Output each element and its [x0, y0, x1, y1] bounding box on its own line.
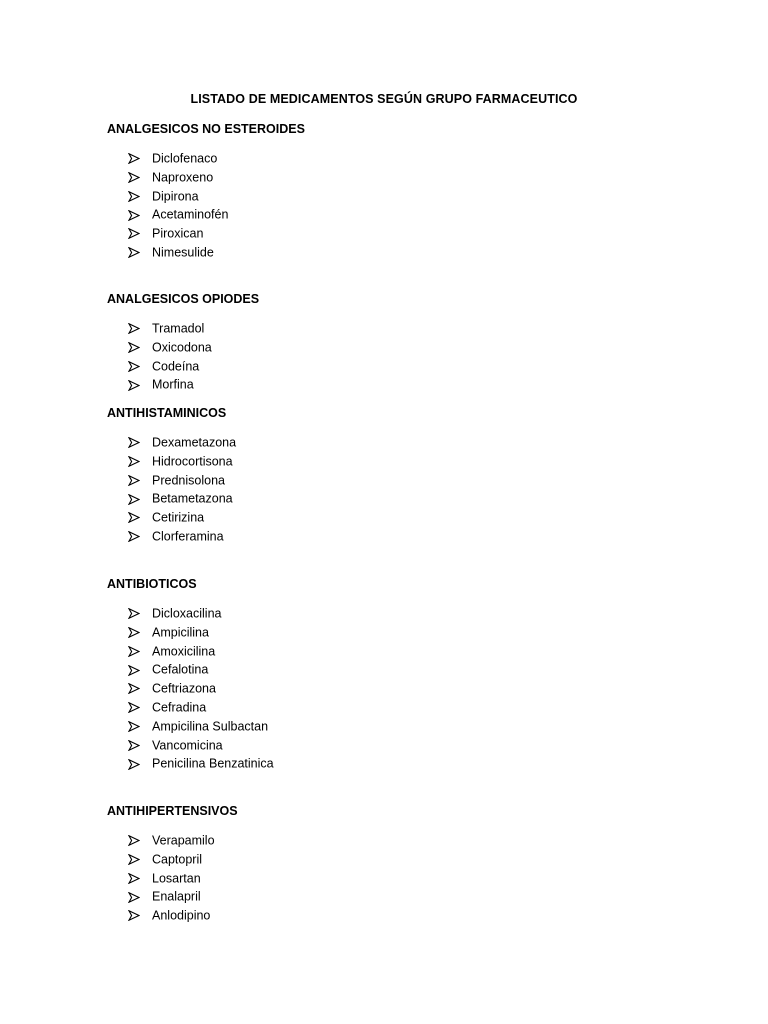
list-item	[128, 604, 274, 623]
section-heading: ANTIHIPERTENSIVOS	[107, 804, 238, 818]
arrowhead-checkmark-icon	[128, 191, 152, 202]
medication-name: Prednisolona	[152, 472, 225, 487]
list-item	[128, 375, 212, 394]
arrowhead-checkmark-icon	[128, 153, 152, 164]
arrowhead-checkmark-icon	[128, 910, 152, 921]
medication-name: Amoxicilina	[152, 643, 216, 658]
medication-list	[128, 604, 274, 773]
medication-name: Tramadol	[152, 321, 205, 336]
list-item	[128, 831, 215, 850]
list-item	[128, 717, 274, 736]
medication-name: Nimesulide	[152, 245, 214, 260]
arrowhead-checkmark-icon	[128, 740, 152, 751]
list-item	[128, 679, 274, 698]
medication-name: Piroxican	[152, 226, 204, 241]
list-item	[128, 452, 236, 471]
section-antihistaminicos	[107, 404, 707, 544]
arrowhead-checkmark-icon	[128, 361, 152, 372]
arrowhead-checkmark-icon	[128, 759, 152, 770]
arrowhead-checkmark-icon	[128, 247, 152, 258]
medication-name: Anlodipino	[152, 908, 211, 923]
arrowhead-checkmark-icon	[128, 228, 152, 239]
list-item	[128, 489, 236, 508]
arrowhead-checkmark-icon	[128, 683, 152, 694]
medication-name: Codeína	[152, 358, 200, 373]
medication-name: Dipirona	[152, 188, 199, 203]
list-item	[128, 319, 212, 338]
medication-name: Cetirizina	[152, 510, 205, 525]
section-heading: ANTIHISTAMINICOS	[107, 406, 227, 420]
list-item	[128, 433, 236, 452]
list-item	[128, 508, 236, 527]
medication-name: Dicloxacilina	[152, 606, 222, 621]
section-heading: ANALGESICOS NO ESTEROIDES	[107, 122, 305, 136]
section-heading: ANALGESICOS OPIODES	[107, 292, 260, 306]
arrowhead-checkmark-icon	[128, 531, 152, 542]
arrowhead-checkmark-icon	[128, 721, 152, 732]
arrowhead-checkmark-icon	[128, 854, 152, 865]
medication-list	[128, 831, 215, 925]
list-item	[128, 224, 228, 243]
list-item	[128, 869, 215, 888]
medication-name: Ampicilina Sulbactan	[152, 719, 269, 734]
medication-list	[128, 433, 236, 546]
list-item	[128, 887, 215, 906]
section-antibioticos	[107, 575, 707, 771]
medication-name: Clorferamina	[152, 529, 224, 544]
medication-list	[128, 319, 212, 394]
section-antihipertensivos	[107, 802, 707, 923]
arrowhead-checkmark-icon	[128, 342, 152, 353]
arrowhead-checkmark-icon	[128, 646, 152, 657]
arrowhead-checkmark-icon	[128, 512, 152, 523]
list-item	[128, 471, 236, 490]
document-title: LISTADO DE MEDICAMENTOS SEGÚN GRUPO FARMACEUTICO	[190, 92, 578, 106]
medication-name: Captopril	[152, 852, 203, 867]
arrowhead-checkmark-icon	[128, 627, 152, 638]
medication-name: Dexametazona	[152, 435, 237, 450]
medication-name: Enalapril	[152, 889, 201, 904]
arrowhead-checkmark-icon	[128, 892, 152, 903]
arrowhead-checkmark-icon	[128, 873, 152, 884]
list-item	[128, 205, 228, 224]
arrowhead-checkmark-icon	[128, 172, 152, 183]
list-item	[128, 642, 274, 661]
medication-name: Acetaminofén	[152, 207, 229, 222]
medication-name: Morfina	[152, 377, 194, 392]
section-heading: ANTIBIOTICOS	[107, 577, 197, 591]
list-item	[128, 850, 215, 869]
arrowhead-checkmark-icon	[128, 608, 152, 619]
medication-name: Cefradina	[152, 700, 207, 715]
medication-name: Vancomicina	[152, 737, 223, 752]
arrowhead-checkmark-icon	[128, 380, 152, 391]
arrowhead-checkmark-icon	[128, 665, 152, 676]
arrowhead-checkmark-icon	[128, 702, 152, 713]
medication-list	[128, 149, 228, 262]
medication-name: Oxicodona	[152, 340, 212, 355]
arrowhead-checkmark-icon	[128, 475, 152, 486]
list-item	[128, 623, 274, 642]
medication-name: Losartan	[152, 870, 201, 885]
medication-name: Verapamilo	[152, 833, 215, 848]
medication-name: Betametazona	[152, 491, 233, 506]
list-item	[128, 168, 228, 187]
arrowhead-checkmark-icon	[128, 210, 152, 221]
arrowhead-checkmark-icon	[128, 835, 152, 846]
list-item	[128, 660, 274, 679]
arrowhead-checkmark-icon	[128, 323, 152, 334]
medication-name: Ceftriazona	[152, 681, 216, 696]
list-item	[128, 243, 228, 262]
list-item	[128, 527, 236, 546]
list-item	[128, 736, 274, 755]
list-item	[128, 906, 215, 925]
list-item	[128, 338, 212, 357]
medication-name: Ampicilina	[152, 625, 209, 640]
medication-name: Cefalotina	[152, 662, 209, 677]
arrowhead-checkmark-icon	[128, 437, 152, 448]
section-analgesicos-no-esteroides	[107, 120, 707, 260]
list-item	[128, 698, 274, 717]
list-item	[128, 187, 228, 206]
medication-name: Diclofenaco	[152, 151, 218, 166]
list-item	[128, 754, 274, 773]
list-item	[128, 149, 228, 168]
medication-name: Hidrocortisona	[152, 454, 233, 469]
medication-name: Penicilina Benzatinica	[152, 756, 274, 771]
medication-name: Naproxeno	[152, 170, 214, 185]
list-item	[128, 357, 212, 376]
arrowhead-checkmark-icon	[128, 494, 152, 505]
section-analgesicos-opiodes	[107, 290, 707, 392]
arrowhead-checkmark-icon	[128, 456, 152, 467]
